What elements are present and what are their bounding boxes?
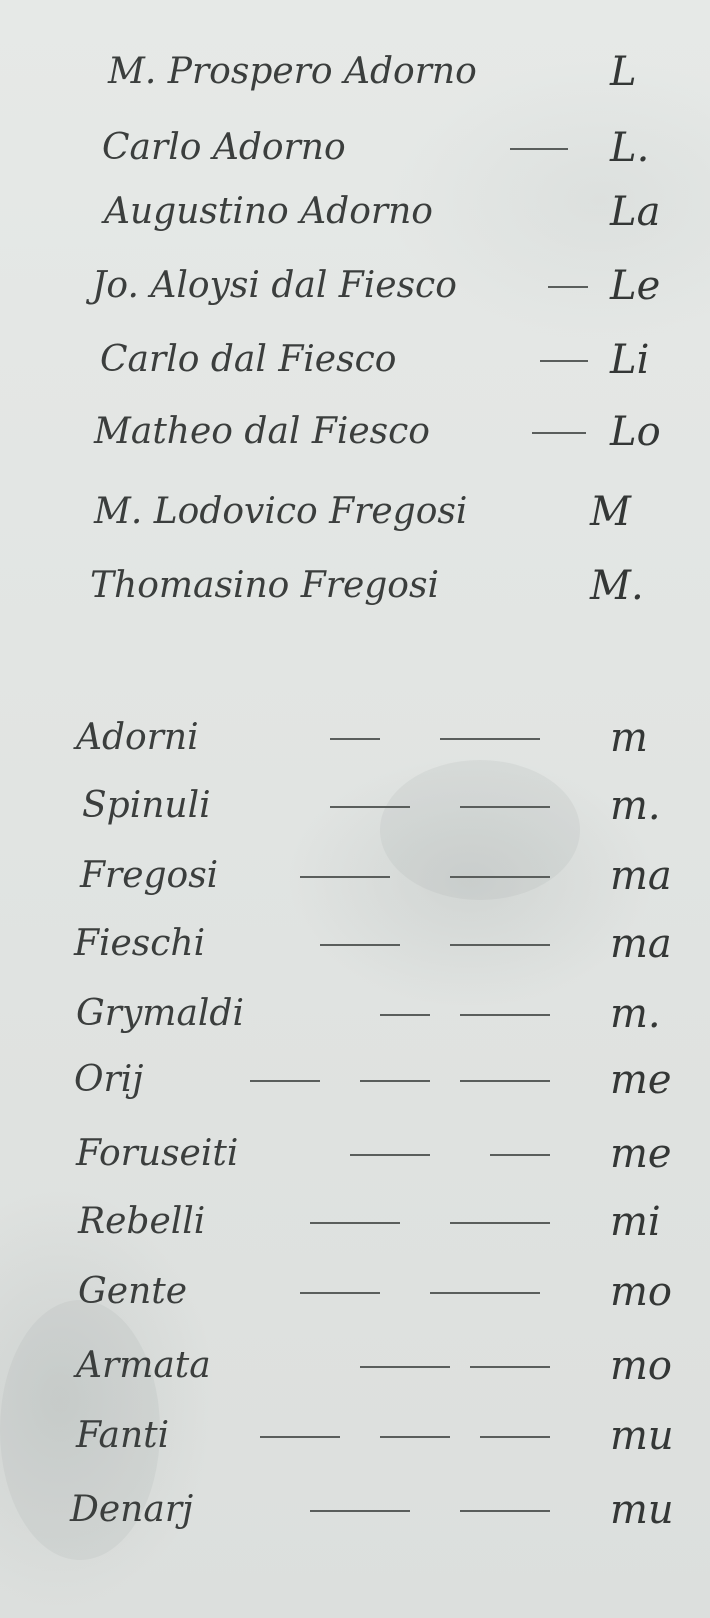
- list-item: [0, 1192, 710, 1252]
- entry-name: Augustino Adorno: [104, 191, 433, 232]
- entry-name: Spinuli: [82, 785, 211, 826]
- list-item: [0, 118, 710, 178]
- list-item: [0, 1124, 710, 1184]
- cipher-symbol: La: [610, 189, 661, 235]
- leader-dash: [450, 944, 550, 946]
- leader-dash: [490, 1154, 550, 1156]
- entry-name: Carlo Adorno: [102, 127, 346, 168]
- cipher-symbol: L.: [610, 125, 650, 171]
- entry-name: Denarj: [70, 1489, 194, 1530]
- leader-dash: [300, 1292, 380, 1294]
- leader-dash: [360, 1366, 450, 1368]
- leader-dash: [250, 1080, 320, 1082]
- cipher-symbol: ma: [610, 921, 672, 967]
- entry-name: Orij: [74, 1059, 144, 1100]
- entry-name: Jo. Aloysi dal Fiesco: [92, 265, 457, 306]
- list-item: [0, 182, 710, 242]
- cipher-symbol: m: [610, 715, 648, 761]
- list-item: [0, 330, 710, 390]
- list-item: [0, 1406, 710, 1466]
- entry-name: M. Lodovico Fregosi: [94, 491, 468, 532]
- leader-dash: [450, 876, 550, 878]
- leader-dash: [300, 876, 390, 878]
- leader-dash: [380, 1436, 450, 1438]
- leader-dash: [310, 1222, 400, 1224]
- cipher-symbol: M: [590, 489, 631, 535]
- cipher-symbol: M.: [590, 563, 644, 609]
- leader-dash: [510, 148, 568, 150]
- entry-name: Fanti: [76, 1415, 170, 1456]
- cipher-symbol: mi: [610, 1199, 661, 1245]
- entry-name: Thomasino Fregosi: [90, 565, 439, 606]
- list-item: [0, 776, 710, 836]
- entry-name: Carlo dal Fiesco: [100, 339, 397, 380]
- list-item: [0, 1262, 710, 1322]
- leader-dash: [330, 738, 380, 740]
- leader-dash: [460, 1014, 550, 1016]
- leader-dash: [350, 1154, 430, 1156]
- list-item: [0, 1336, 710, 1396]
- leader-dash: [360, 1080, 430, 1082]
- entry-name: Matheo dal Fiesco: [94, 411, 430, 452]
- cipher-symbol: ma: [610, 853, 672, 899]
- leader-dash: [330, 806, 410, 808]
- leader-dash: [450, 1222, 550, 1224]
- entry-name: Foruseiti: [76, 1133, 239, 1174]
- leader-dash: [470, 1366, 550, 1368]
- leader-dash: [548, 286, 588, 288]
- leader-dash: [460, 806, 550, 808]
- cipher-symbol: L: [610, 49, 637, 95]
- list-item: [0, 256, 710, 316]
- cipher-symbol: me: [610, 1131, 672, 1177]
- cipher-symbol: m.: [610, 783, 661, 829]
- leader-dash: [480, 1436, 550, 1438]
- list-item: [0, 708, 710, 768]
- entry-name: Fregosi: [80, 855, 219, 896]
- leader-dash: [532, 432, 586, 434]
- leader-dash: [540, 360, 588, 362]
- leader-dash: [310, 1510, 410, 1512]
- list-item: [0, 914, 710, 974]
- list-item: [0, 556, 710, 616]
- cipher-symbol: mo: [610, 1269, 673, 1315]
- leader-dash: [260, 1436, 340, 1438]
- leader-dash: [430, 1292, 540, 1294]
- entry-name: M. Prospero Adorno: [108, 51, 477, 92]
- leader-dash: [460, 1510, 550, 1512]
- cipher-symbol: m.: [610, 991, 661, 1037]
- list-item: [0, 1480, 710, 1540]
- cipher-symbol: me: [610, 1057, 672, 1103]
- leader-dash: [380, 1014, 430, 1016]
- cipher-symbol: mu: [610, 1487, 674, 1533]
- cipher-symbol: mu: [610, 1413, 674, 1459]
- cipher-symbol: mo: [610, 1343, 673, 1389]
- list-item: [0, 482, 710, 542]
- leader-dash: [320, 944, 400, 946]
- entry-name: Gente: [78, 1271, 188, 1312]
- leader-dash: [460, 1080, 550, 1082]
- entry-name: Rebelli: [78, 1201, 206, 1242]
- leader-dash: [440, 738, 540, 740]
- entry-name: Grymaldi: [76, 993, 244, 1034]
- list-item: [0, 402, 710, 462]
- list-item: [0, 846, 710, 906]
- list-item: [0, 984, 710, 1044]
- list-item: [0, 42, 710, 102]
- list-item: [0, 1050, 710, 1110]
- cipher-symbol: Li: [610, 337, 650, 383]
- entry-name: Adorni: [76, 717, 199, 758]
- cipher-symbol: Le: [610, 263, 661, 309]
- entry-name: Armata: [76, 1345, 211, 1386]
- cipher-symbol: Lo: [610, 409, 661, 455]
- entry-name: Fieschi: [74, 923, 206, 964]
